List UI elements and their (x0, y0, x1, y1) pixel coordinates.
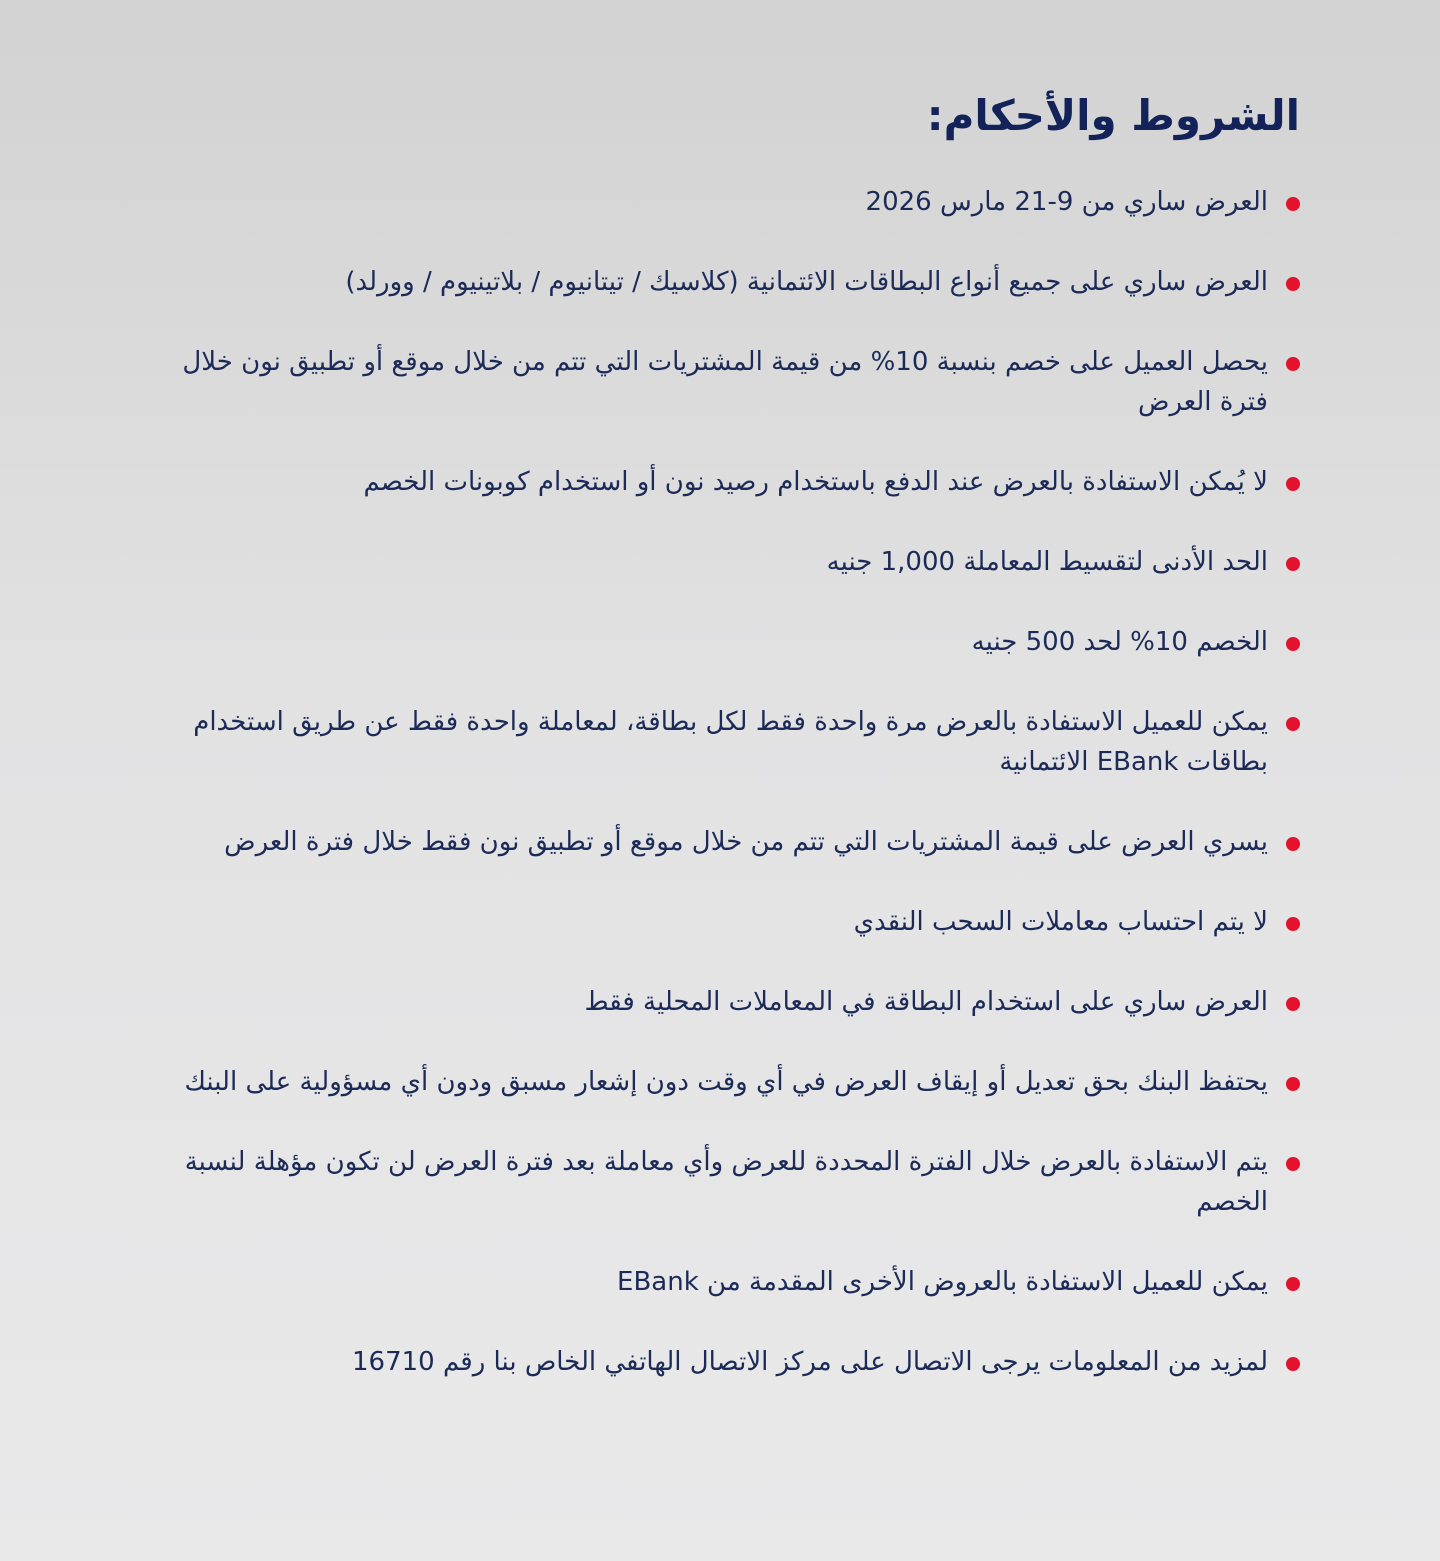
term-text: يسري العرض على قيمة المشتريات التي تتم من خلال موقع أو تطبيق نون فقط خلال فترة العرض (224, 827, 1268, 857)
term-text: يمكن للعميل الاستفادة بالعروض الأخرى المقدمة من EBank (617, 1267, 1268, 1297)
list-item (140, 1142, 1300, 1222)
term-text: لا يتم احتساب معاملات السحب النقدي (853, 907, 1268, 937)
term-text: الحد الأدنى لتقسيط المعاملة 1,000 جنيه (826, 547, 1268, 577)
term-text: العرض ساري من 9-21 مارس 2026 (865, 187, 1268, 217)
page-title: الشروط والأحكام: (926, 91, 1300, 140)
list-item (140, 262, 1300, 302)
bullet-dot-icon (1286, 1357, 1300, 1371)
list-item (140, 702, 1300, 782)
list-item (140, 542, 1300, 582)
bullet-dot-icon (1286, 717, 1300, 731)
term-text: يحتفظ البنك بحق تعديل أو إيقاف العرض في أي وقت دون إشعار مسبق ودون أي مسؤولية على البنك (184, 1067, 1268, 1097)
list-item (140, 982, 1300, 1022)
term-text: لمزيد من المعلومات يرجى الاتصال على مركز الاتصال الهاتفي الخاص بنا رقم 16710 (352, 1347, 1268, 1377)
bullet-dot-icon (1286, 357, 1300, 371)
bullet-dot-icon (1286, 557, 1300, 571)
list-item (140, 902, 1300, 942)
term-text: العرض ساري على استخدام البطاقة في المعاملات المحلية فقط (584, 987, 1268, 1017)
term-text: الخصم 10% لحد 500 جنيه (971, 627, 1268, 657)
term-text: العرض ساري على جميع أنواع البطاقات الائتمانية (كلاسيك / تيتانيوم / بلاتينيوم / وورلد) (345, 267, 1268, 297)
bullet-dot-icon (1286, 997, 1300, 1011)
bullet-dot-icon (1286, 197, 1300, 211)
term-text: يمكن للعميل الاستفادة بالعرض مرة واحدة فقط لكل بطاقة، لمعاملة واحدة فقط عن طريق استخدام بطاقات EBank الائتمانية (193, 707, 1268, 777)
list-item (140, 462, 1300, 502)
list-item (140, 1062, 1300, 1102)
bullet-dot-icon (1286, 477, 1300, 491)
bullet-dot-icon (1286, 1077, 1300, 1091)
list-item (140, 622, 1300, 662)
bullet-dot-icon (1286, 637, 1300, 651)
bullet-dot-icon (1286, 277, 1300, 291)
terms-list (140, 182, 1300, 1382)
list-item (140, 822, 1300, 862)
bullet-dot-icon (1286, 837, 1300, 851)
term-text: لا يُمكن الاستفادة بالعرض عند الدفع باستخدام رصيد نون أو استخدام كوبونات الخصم (363, 467, 1268, 497)
bullet-dot-icon (1286, 917, 1300, 931)
bullet-dot-icon (1286, 1157, 1300, 1171)
bullet-dot-icon (1286, 1277, 1300, 1291)
list-item (140, 1342, 1300, 1382)
term-text: يحصل العميل على خصم بنسبة 10% من قيمة المشتريات التي تتم من خلال موقع أو تطبيق نون خلال فترة العرض (182, 347, 1268, 417)
list-item (140, 342, 1300, 422)
list-item (140, 182, 1300, 222)
list-item (140, 1262, 1300, 1302)
term-text: يتم الاستفادة بالعرض خلال الفترة المحددة للعرض وأي معاملة بعد فترة العرض لن تكون مؤهلة لنسبة الخصم (184, 1147, 1268, 1217)
